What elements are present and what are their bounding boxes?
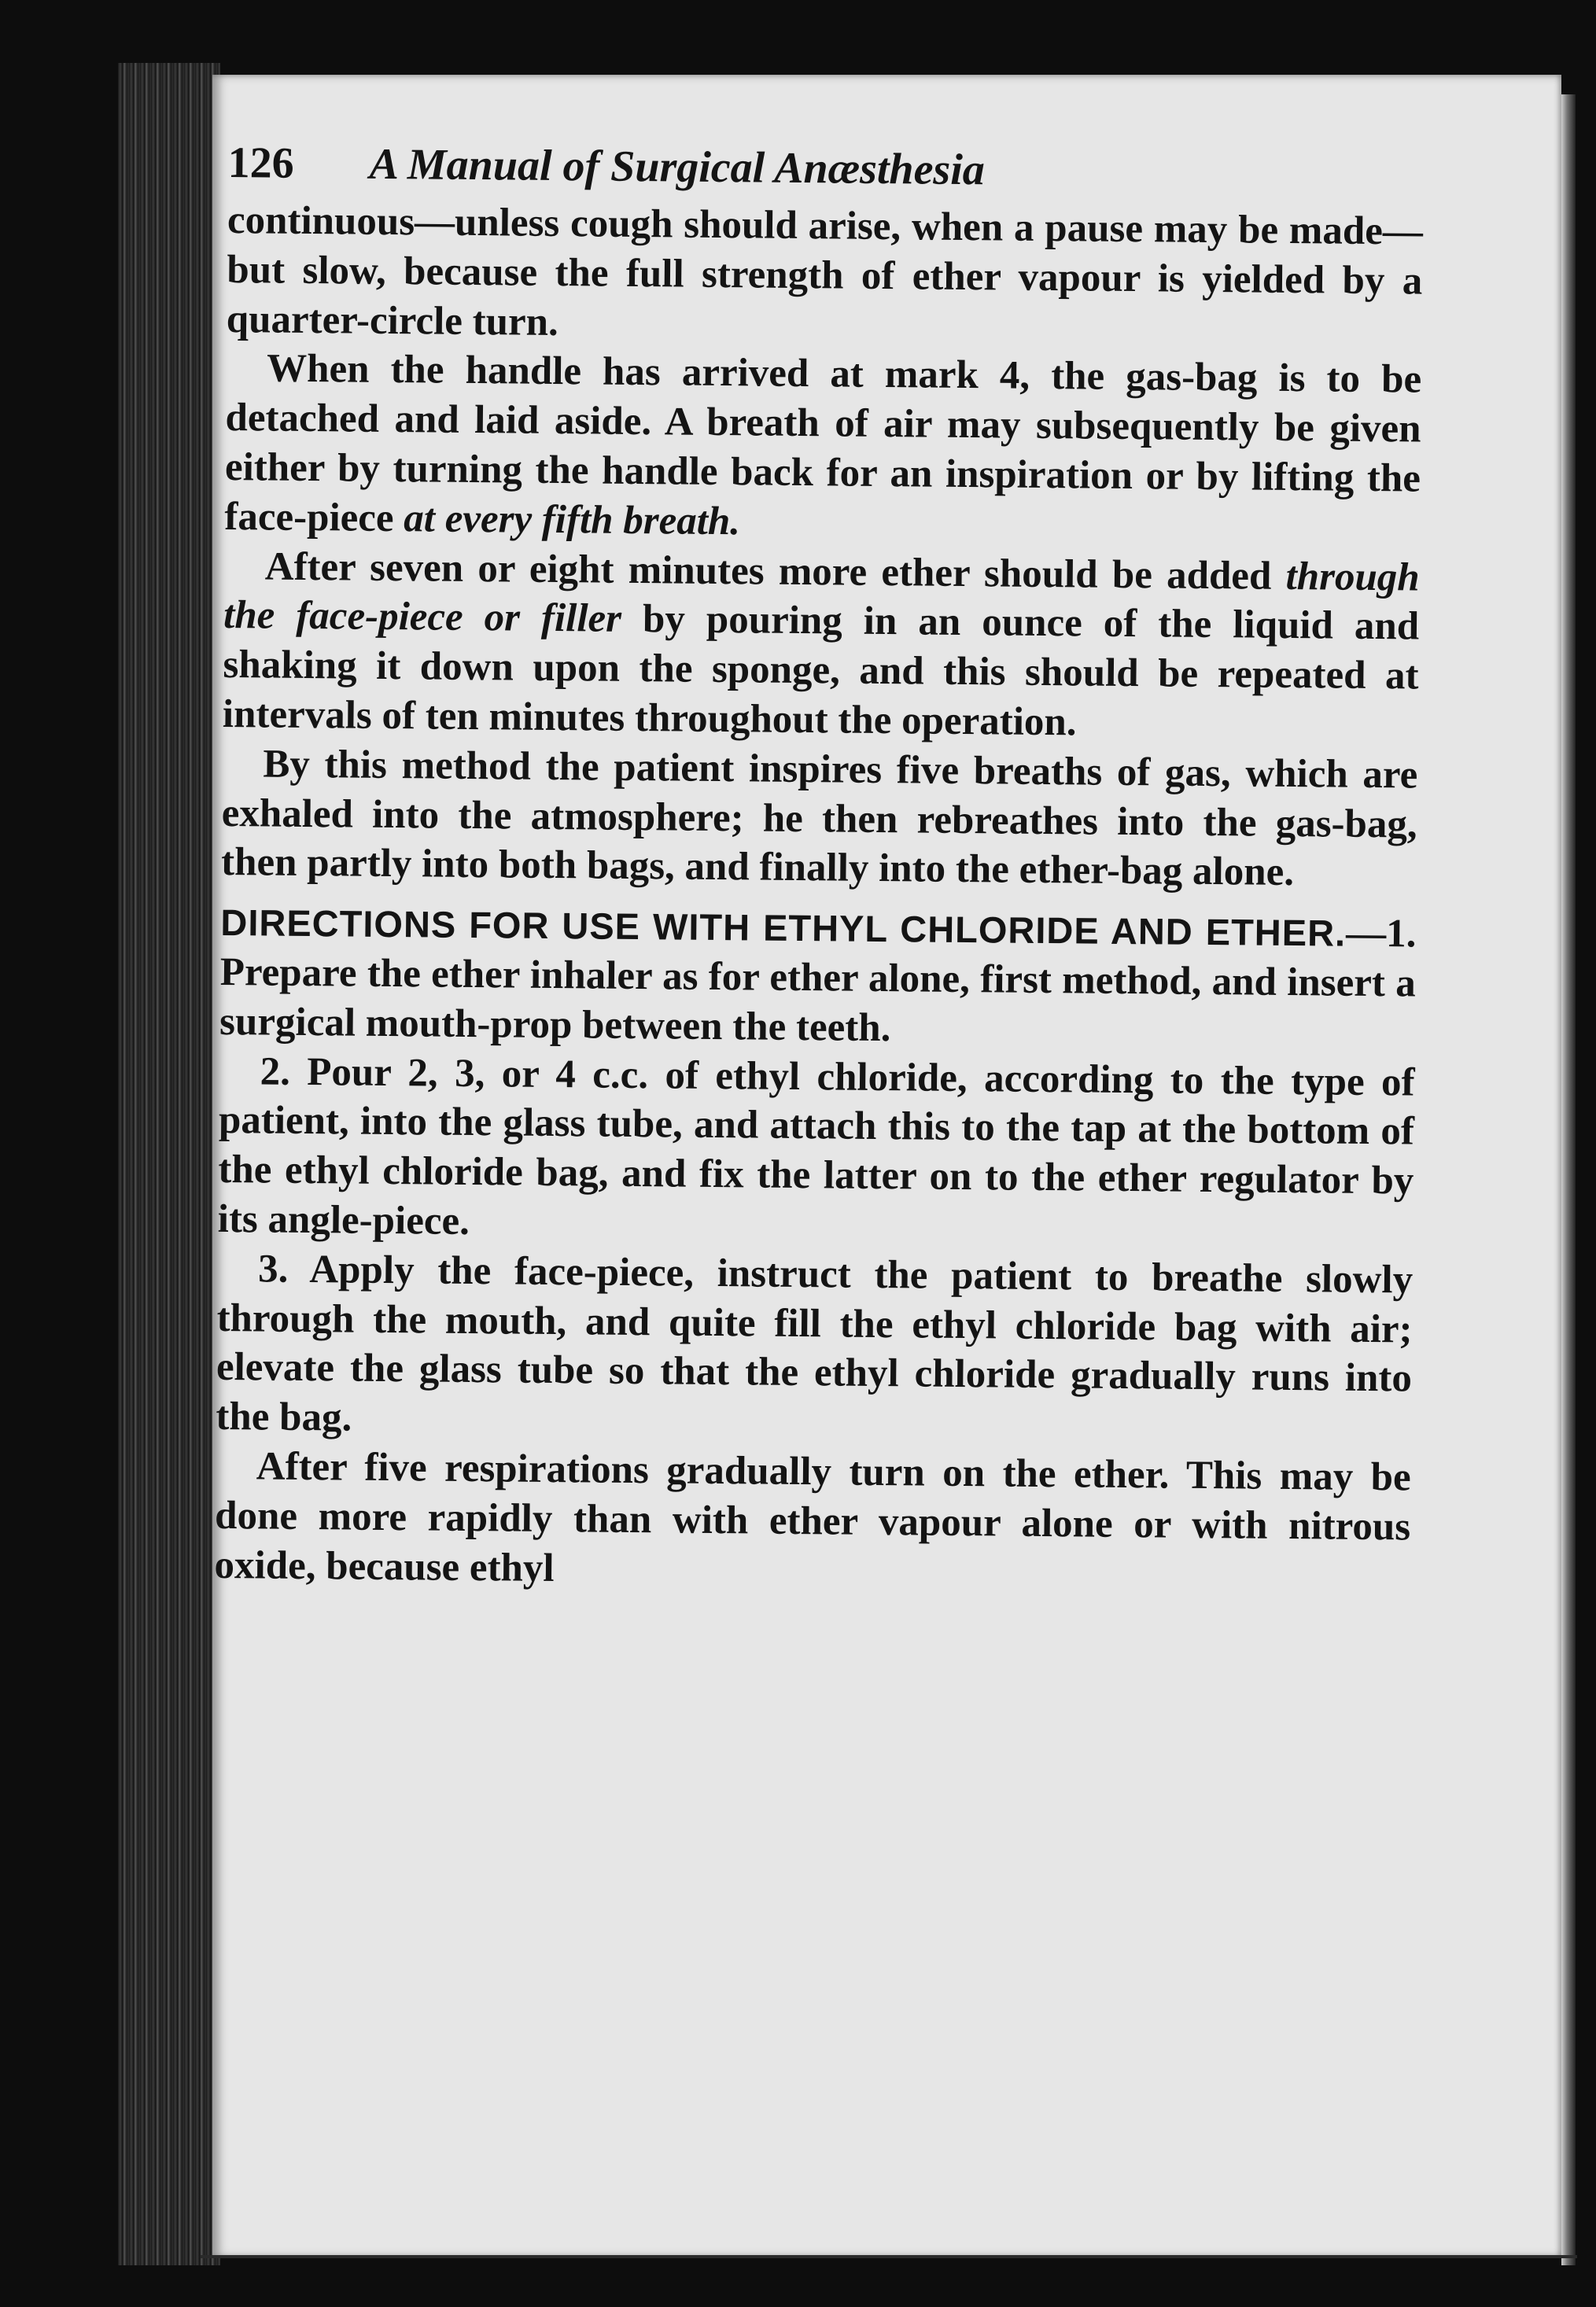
- paragraph-6: [217, 1046, 1414, 1255]
- paragraph-text: By this method the patient inspires five breaths of gas, which are exhaled into the atmosphere; he then rebreathes into the gas-bag, then partly into both bags, and finally into the ether-bag alone.: [220, 742, 1418, 895]
- emphasis-text: through the face-piece or filler: [223, 554, 1420, 642]
- running-title: A Manual of Surgical Anæsthesia: [369, 139, 986, 195]
- paragraph-2: [224, 344, 1421, 553]
- paragraph-text: When the handle has arrived at mark 4, the gas-bag is to be detached and laid aside. A breath of air may subsequently be given either by turning the handle back for an inspiration or by lifting the face-piece: [224, 346, 1422, 540]
- paragraph-4: [221, 739, 1418, 899]
- paragraph-text: —1. Prepare the ether inhaler as for ether alone, first method, and insert a surgical mouth-prop between the teeth.: [219, 911, 1417, 1050]
- page-bottom-rule: [201, 2255, 1577, 2258]
- paragraph-8: [214, 1442, 1411, 1601]
- page-edge: [1561, 94, 1576, 2265]
- paragraph-text: After five respirations gradually turn on the ether. This may be done more rapidly than with ether vapour alone or with nitrous oxide, because ethyl: [214, 1444, 1411, 1590]
- paragraph-text: After seven or eight minutes more ether should be added: [264, 544, 1286, 599]
- paragraph-text: 3. Apply the face-piece, instruct the patient to breathe slowly through the mouth, and quite fill the ethyl chloride bag with air; elevate the glass tube so that the ethyl chloride gradually runs into the bag.: [216, 1247, 1414, 1440]
- page-number: 126: [227, 138, 294, 188]
- paragraph-text: 2. Pour 2, 3, or 4 c.c. of ethyl chloride, according to the type of patient, into the glass tube, and attach this to the tap at the bottom of the ethyl chloride bag, and fix the latter on to the ether regulator by its angle-piece.: [217, 1048, 1415, 1244]
- paragraph-text: continuous—unless cough should arise, when a pause may be made—but slow, because the full strength of ether vapour is yielded by a quarter-circle turn.: [226, 197, 1424, 345]
- emphasis-text: at every fifth breath.: [404, 496, 741, 544]
- paragraph-7: [216, 1244, 1413, 1454]
- paragraph-text: by pouring in an ounce of the liquid and shaking it down upon the sponge, and this should be repeated at intervals of ten minutes throughout the operation.: [222, 597, 1420, 745]
- page-text: [214, 138, 1424, 1601]
- paragraph-1: [226, 196, 1423, 356]
- section-heading: DIRECTIONS FOR USE WITH ETHYL CHLORIDE AND ETHER.: [220, 901, 1347, 954]
- book-binding: [118, 63, 220, 2265]
- paragraph-5: [219, 898, 1417, 1058]
- paragraph-3: [223, 542, 1420, 751]
